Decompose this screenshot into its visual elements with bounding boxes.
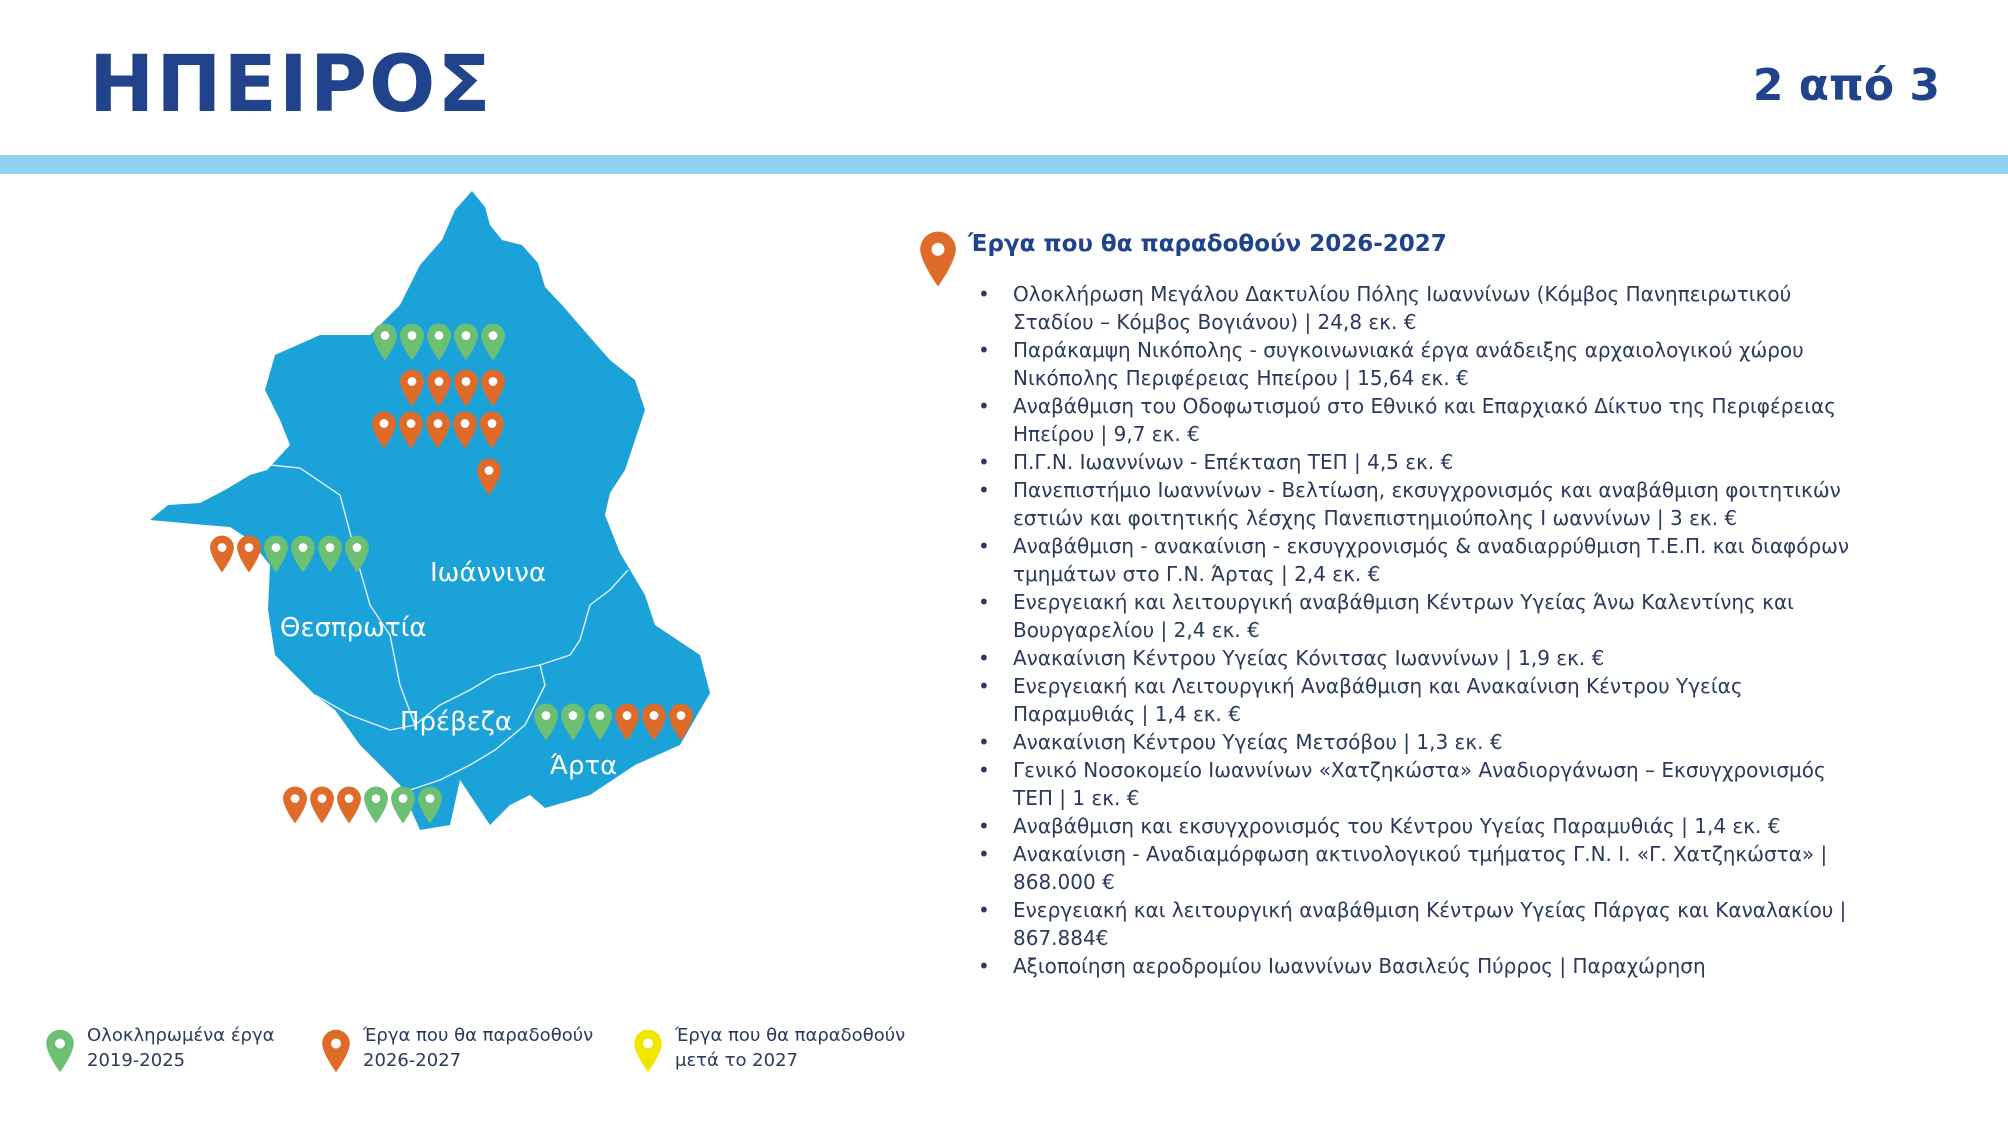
green-location-pin-icon bbox=[417, 785, 443, 825]
pin-dot bbox=[462, 331, 471, 340]
pin-dot bbox=[399, 794, 408, 803]
orange-location-pin-icon bbox=[371, 410, 397, 450]
legend-item-2026-2027 bbox=[321, 1023, 593, 1075]
pin-dot bbox=[345, 794, 354, 803]
pin-body bbox=[264, 536, 288, 573]
orange-location-pin-icon bbox=[399, 368, 425, 408]
pin-body bbox=[534, 704, 558, 741]
orange-location-pin-icon bbox=[209, 534, 235, 574]
pin-dot bbox=[291, 794, 300, 803]
pin-body bbox=[399, 412, 423, 449]
pin-dot bbox=[318, 794, 327, 803]
pin-dot bbox=[408, 331, 417, 340]
orange-location-pin-icon bbox=[476, 457, 502, 497]
pin-dot bbox=[299, 543, 308, 552]
pin-dot bbox=[218, 543, 227, 552]
pin-body bbox=[310, 787, 334, 824]
page-title: ΗΠΕΙΡΟΣ bbox=[89, 40, 493, 130]
pin-body bbox=[615, 704, 639, 741]
region-label-thesprotia: Θεσπρωτία bbox=[280, 613, 427, 643]
green-location-pin-icon bbox=[344, 534, 370, 574]
marker-group bbox=[371, 410, 505, 450]
project-item: • Αξιοποίηση αεροδρομίου Ιωαννίνων Βασιλεύς Πύρρος | Παραχώρηση bbox=[978, 952, 1858, 980]
project-item: • Ανακαίνιση Κέντρου Υγείας Μετσόβου | 1,3 εκ. € bbox=[978, 728, 1858, 756]
green-location-pin-icon bbox=[587, 702, 613, 742]
pin-body bbox=[391, 787, 415, 824]
orange-location-pin-icon bbox=[321, 1027, 351, 1075]
pin-body bbox=[322, 1030, 350, 1073]
pin-body bbox=[427, 324, 451, 361]
orange-location-pin-icon bbox=[641, 702, 667, 742]
yellow-location-pin-icon bbox=[633, 1027, 663, 1075]
pin-body bbox=[318, 536, 342, 573]
pin-dot bbox=[489, 377, 498, 386]
pin-dot bbox=[485, 466, 494, 475]
pin-dot bbox=[596, 711, 605, 720]
orange-location-pin-icon bbox=[309, 785, 335, 825]
pin-dot bbox=[435, 377, 444, 386]
pin-dot bbox=[462, 377, 471, 386]
pin-body bbox=[291, 536, 315, 573]
pin-body bbox=[588, 704, 612, 741]
pin-dot bbox=[650, 711, 659, 720]
pin-dot bbox=[426, 794, 435, 803]
region-label-ioannina: Ιωάννινα bbox=[430, 558, 547, 588]
pin-dot bbox=[331, 1039, 341, 1049]
pin-body bbox=[561, 704, 585, 741]
pin-dot bbox=[435, 331, 444, 340]
pin-body bbox=[642, 704, 666, 741]
orange-location-pin-icon bbox=[282, 785, 308, 825]
pin-dot bbox=[272, 543, 281, 552]
epirus-map bbox=[150, 185, 730, 885]
pin-dot bbox=[932, 243, 945, 256]
pin-dot bbox=[381, 331, 390, 340]
pin-body bbox=[237, 536, 261, 573]
project-item: • Ενεργειακή και λειτουργική αναβάθμιση Κέντρων Υγείας Άνω Καλεντίνης και Βουργαρελίου | 2,4 εκ. € bbox=[978, 588, 1858, 644]
project-item: • Ενεργειακή και λειτουργική αναβάθμιση Κέντρων Υγείας Πάργας και Καναλακίου | 867.884€ bbox=[978, 896, 1858, 952]
pin-body bbox=[454, 370, 478, 407]
green-location-pin-icon bbox=[263, 534, 289, 574]
pin-dot bbox=[542, 711, 551, 720]
orange-location-pin-icon bbox=[668, 702, 694, 742]
pin-dot bbox=[55, 1039, 65, 1049]
pin-dot bbox=[353, 543, 362, 552]
orange-location-pin-icon bbox=[398, 410, 424, 450]
pin-dot bbox=[623, 711, 632, 720]
region-label-preveza: Πρέβεζα bbox=[400, 707, 513, 737]
pin-body bbox=[373, 324, 397, 361]
legend-item-completed bbox=[45, 1023, 275, 1075]
pin-dot bbox=[677, 711, 686, 720]
pin-body bbox=[372, 412, 396, 449]
pin-body bbox=[477, 459, 501, 496]
legend-label: Έργα που θα παραδοθούν 2026-2027 bbox=[363, 1025, 594, 1071]
pin-body bbox=[634, 1030, 662, 1073]
project-item: • Παράκαμψη Νικόπολης - συγκοινωνιακά έργα ανάδειξης αρχαιολογικού χώρου Νικόπολης Περιφέρειας Ηπείρου | 15,64 εκ. € bbox=[978, 336, 1858, 392]
project-item: • Ανακαίνιση - Αναδιαμόρφωση ακτινολογικού τμήματος Γ.Ν. Ι. «Γ. Χατζηκώστα» | 868.000 € bbox=[978, 840, 1858, 896]
project-item: • Ανακαίνιση Κέντρου Υγείας Κόνιτσας Ιωαννίνων | 1,9 εκ. € bbox=[978, 644, 1858, 672]
region-label-arta: Άρτα bbox=[550, 751, 618, 781]
pin-dot bbox=[372, 794, 381, 803]
pin-body bbox=[453, 412, 477, 449]
green-location-pin-icon bbox=[290, 534, 316, 574]
project-item: • Γενικό Νοσοκομείο Ιωαννίνων «Χατζηκώστα» Αναδιοργάνωση – Εκσυγχρονισμός ΤΕΠ | 1 εκ. € bbox=[978, 756, 1858, 812]
pin-dot bbox=[569, 711, 578, 720]
marker-group bbox=[399, 368, 506, 408]
marker-group bbox=[372, 322, 506, 362]
orange-location-pin-icon bbox=[425, 410, 451, 450]
pin-dot bbox=[326, 543, 335, 552]
pin-dot bbox=[489, 331, 498, 340]
marker-group bbox=[209, 534, 370, 574]
pin-dot bbox=[408, 377, 417, 386]
pin-dot bbox=[380, 419, 389, 428]
pin-body bbox=[426, 412, 450, 449]
orange-location-pin-icon bbox=[614, 702, 640, 742]
legend-label: Ολοκληρωμένα έργα 2019-2025 bbox=[87, 1025, 275, 1071]
pin-body bbox=[481, 324, 505, 361]
pin-body bbox=[920, 232, 955, 287]
legend-label: Έργα που θα παραδοθούν μετά το 2027 bbox=[675, 1025, 906, 1071]
orange-location-pin-icon bbox=[336, 785, 362, 825]
green-location-pin-icon bbox=[453, 322, 479, 362]
legend-item-after-2027 bbox=[633, 1023, 905, 1075]
green-location-pin-icon bbox=[390, 785, 416, 825]
legend bbox=[0, 1023, 2008, 1093]
project-item: • Αναβάθμιση και εκσυγχρονισμός του Κέντρου Υγείας Παραμυθιάς | 1,4 εκ. € bbox=[978, 812, 1858, 840]
project-list bbox=[978, 280, 1858, 980]
pin-dot bbox=[434, 419, 443, 428]
pin-dot bbox=[461, 419, 470, 428]
header-divider-bar bbox=[0, 155, 2008, 174]
pin-dot bbox=[488, 419, 497, 428]
orange-location-pin-icon bbox=[480, 368, 506, 408]
green-location-pin-icon bbox=[363, 785, 389, 825]
pin-body bbox=[481, 370, 505, 407]
pin-body bbox=[210, 536, 234, 573]
pin-dot bbox=[643, 1039, 653, 1049]
project-item: • Π.Γ.Ν. Ιωαννίνων - Επέκταση ΤΕΠ | 4,5 εκ. € bbox=[978, 448, 1858, 476]
pin-body bbox=[364, 787, 388, 824]
green-location-pin-icon bbox=[399, 322, 425, 362]
green-location-pin-icon bbox=[372, 322, 398, 362]
green-location-pin-icon bbox=[45, 1027, 75, 1075]
section-title: Έργα που θα παραδοθούν 2026-2027 bbox=[968, 231, 1447, 257]
orange-location-pin-icon bbox=[452, 410, 478, 450]
project-item: • Ενεργειακή και Λειτουργική Αναβάθμιση και Ανακαίνιση Κέντρου Υγείας Παραμυθιάς | 1,4 εκ. € bbox=[978, 672, 1858, 728]
project-item: • Ολοκλήρωση Μεγάλου Δακτυλίου Πόλης Ιωαννίνων (Κόμβος Πανηπειρωτικού Σταδίου – Κόμβος Βογιάνου) | 24,8 εκ. € bbox=[978, 280, 1858, 336]
pin-body bbox=[337, 787, 361, 824]
pin-body bbox=[480, 412, 504, 449]
project-item: • Αναβάθμιση του Οδοφωτισμού στο Εθνικό και Επαρχιακό Δίκτυο της Περιφέρειας Ηπείρου | 9,7 εκ. € bbox=[978, 392, 1858, 448]
pin-body bbox=[418, 787, 442, 824]
marker-group bbox=[533, 702, 694, 742]
marker-group bbox=[282, 785, 443, 825]
pin-dot bbox=[245, 543, 254, 552]
green-location-pin-icon bbox=[426, 322, 452, 362]
orange-location-pin-icon bbox=[453, 368, 479, 408]
pin-body bbox=[345, 536, 369, 573]
pin-body bbox=[669, 704, 693, 741]
project-item: • Πανεπιστήμιο Ιωαννίνων - Βελτίωση, εκσυγχρονισμός και αναβάθμιση φοιτητικών εστιών και φοιτητικής λέσχης Πανεπιστημιούπολης Ι ωαννίνων | 3 εκ. € bbox=[978, 476, 1858, 532]
pin-body bbox=[427, 370, 451, 407]
pin-dot bbox=[407, 419, 416, 428]
green-location-pin-icon bbox=[480, 322, 506, 362]
pin-body bbox=[454, 324, 478, 361]
green-location-pin-icon bbox=[317, 534, 343, 574]
marker-group bbox=[476, 457, 502, 497]
pin-body bbox=[46, 1030, 74, 1073]
orange-location-pin-icon bbox=[918, 230, 958, 288]
orange-location-pin-icon bbox=[236, 534, 262, 574]
page-indicator: 2 από 3 bbox=[1752, 60, 1940, 111]
pin-body bbox=[400, 324, 424, 361]
pin-body bbox=[400, 370, 424, 407]
orange-location-pin-icon bbox=[479, 410, 505, 450]
pin-body bbox=[283, 787, 307, 824]
green-location-pin-icon bbox=[533, 702, 559, 742]
project-item: • Αναβάθμιση - ανακαίνιση - εκσυγχρονισμός & αναδιαρρύθμιση Τ.Ε.Π. και διαφόρων τμημάτων στο Γ.Ν. Άρτας | 2,4 εκ. € bbox=[978, 532, 1858, 588]
green-location-pin-icon bbox=[560, 702, 586, 742]
orange-location-pin-icon bbox=[426, 368, 452, 408]
